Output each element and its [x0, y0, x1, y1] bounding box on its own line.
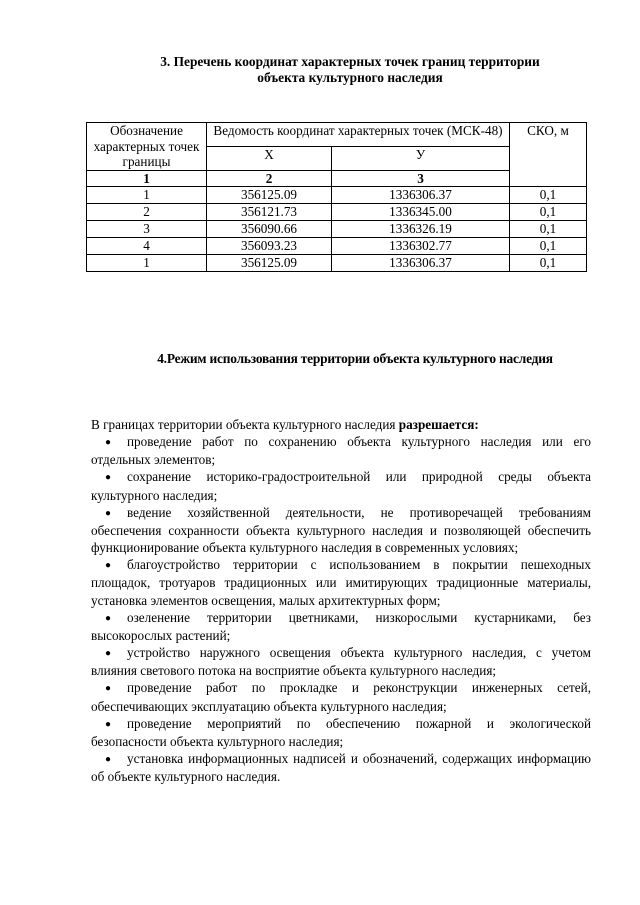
- cell-point: 2: [87, 203, 207, 220]
- section-3-title-line2: объекта культурного наследия: [257, 70, 443, 85]
- bullet-dot-icon: ●: [105, 718, 112, 730]
- section-3-title-line1: 3. Перечень координат характерных точек границ территории: [160, 54, 540, 69]
- list-item: [91, 556, 591, 608]
- cell-sko: 0,1: [510, 254, 587, 271]
- list-item: [91, 715, 591, 750]
- cell-point: 1: [87, 254, 207, 271]
- cell-y: 1336306.37: [332, 254, 510, 271]
- section-4-title: 4.Режим использования территории объекта культурного наследия: [157, 351, 553, 366]
- cell-sko: 0,1: [510, 237, 587, 254]
- section-3-title: [100, 54, 600, 86]
- bullet-dot-icon: ●: [105, 683, 112, 695]
- cell-y: 1336345.00: [332, 203, 510, 220]
- cell-y: 1336306.37: [332, 186, 510, 203]
- bullet-dot-icon: ●: [105, 648, 112, 660]
- header-point-designation: Обозначение характерных точек границы: [87, 123, 207, 171]
- cell-x: 356090.66: [207, 220, 332, 237]
- bullet-dot-icon: ●: [105, 472, 112, 484]
- header-x: Х: [207, 146, 332, 170]
- table-row: [87, 254, 587, 271]
- cell-x: 356121.73: [207, 203, 332, 220]
- table-row: [87, 237, 587, 254]
- permitted-list: [91, 433, 591, 785]
- table-row: [87, 203, 587, 220]
- column-number: 1: [87, 170, 207, 186]
- cell-x: 356093.23: [207, 237, 332, 254]
- list-item-text: благоустройство территории с использованием в покрытии пешеходных площадок, тротуаров традиционных или имитирующих традиционные материалы, установка элементов освещения, малых архитектурных форм;: [91, 557, 591, 608]
- cell-y: 1336326.19: [332, 220, 510, 237]
- intro-text: В границах территории объекта культурного наследия: [91, 417, 399, 432]
- bullet-dot-icon: ●: [105, 612, 112, 624]
- list-item: [91, 609, 591, 644]
- section-4-body: [91, 416, 591, 785]
- cell-point: 3: [87, 220, 207, 237]
- list-item-text: проведение работ по сохранению объекта культурного наследия или его отдельных элементов;: [91, 434, 591, 468]
- cell-sko: 0,1: [510, 186, 587, 203]
- list-item-text: ведение хозяйственной деятельности, не противоречащей требованиям обеспечения сохранности объекта культурного наследия и позволяющей обеспечить функционирование объекта культурного наследия в современных условиях;: [91, 504, 591, 556]
- list-item: [91, 504, 591, 556]
- bullet-dot-icon: ●: [105, 560, 112, 572]
- list-item-text: сохранение историко-градостроительной или природной среды объекта культурного наследия;: [91, 469, 591, 503]
- header-sko: СКО, м: [510, 123, 587, 187]
- permitted-intro: [91, 416, 591, 433]
- list-item-text: устройство наружного освещения объекта культурного наследия, с учетом влияния светового потока на восприятие объекта культурного наследия;: [91, 645, 591, 679]
- header-coordinates: Ведомость координат характерных точек (МСК-48): [207, 123, 510, 147]
- column-number: 3: [332, 170, 510, 186]
- column-number: 2: [207, 170, 332, 186]
- bullet-dot-icon: ●: [105, 753, 112, 765]
- list-item: [91, 644, 591, 679]
- list-item: [91, 433, 591, 468]
- cell-x: 356125.09: [207, 186, 332, 203]
- table-row: [87, 220, 587, 237]
- cell-point: 1: [87, 186, 207, 203]
- cell-sko: 0,1: [510, 220, 587, 237]
- bullet-dot-icon: ●: [105, 507, 112, 519]
- cell-y: 1336302.77: [332, 237, 510, 254]
- list-item-text: установка информационных надписей и обозначений, содержащих информацию об объекте культурного наследия.: [91, 750, 591, 785]
- list-item-text: озеленение территории цветниками, низкорослыми кустарниками, без высокорослых растений;: [91, 609, 591, 643]
- coordinates-table: [86, 122, 587, 272]
- table-row: [87, 186, 587, 203]
- list-item: [91, 679, 591, 714]
- intro-bold: разрешается:: [398, 417, 479, 432]
- list-item: [91, 750, 591, 785]
- list-item: [91, 468, 591, 503]
- table-header-row: [87, 123, 587, 147]
- bullet-dot-icon: ●: [105, 437, 112, 449]
- cell-sko: 0,1: [510, 203, 587, 220]
- list-item-text: проведение работ по прокладке и реконструкции инженерных сетей, обеспечивающих эксплуатацию объекта культурного наследия;: [91, 680, 591, 714]
- cell-point: 4: [87, 237, 207, 254]
- cell-x: 356125.09: [207, 254, 332, 271]
- list-item-text: проведение мероприятий по обеспечению пожарной и экологической безопасности объекта культурного наследия;: [91, 715, 591, 749]
- header-y: У: [332, 146, 510, 170]
